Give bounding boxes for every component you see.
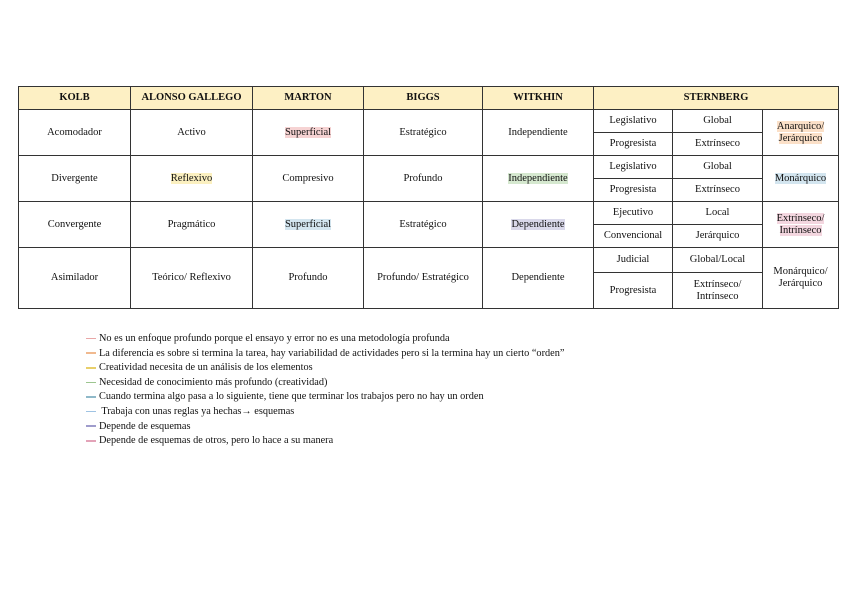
header-sternberg: STERNBERG xyxy=(594,87,839,110)
table-row xyxy=(19,156,839,179)
cell-sternberg-scope: Global/Local xyxy=(673,248,763,273)
color-dash-icon xyxy=(86,352,96,354)
cell-sternberg-form: Anarquico/ Jerárquico xyxy=(763,110,839,156)
table-row xyxy=(19,110,839,133)
header-witkhin: WITKHIN xyxy=(483,87,594,110)
cell-kolb: Convergente xyxy=(19,202,131,248)
cell-witkhin: Independiente xyxy=(483,110,594,156)
cell-sternberg-form: Monárquico/ Jerárquico xyxy=(763,248,839,309)
cell-witkhin: Dependiente xyxy=(483,248,594,309)
cell-sternberg-leaning: Progresista xyxy=(594,273,673,309)
color-dash-icon xyxy=(86,338,96,340)
header-marton: MARTON xyxy=(253,87,364,110)
cell-marton: Profundo xyxy=(253,248,364,309)
cell-sternberg-function: Judicial xyxy=(594,248,673,273)
cell-alonso: Teórico/ Reflexivo xyxy=(131,248,253,309)
note-item: Cuando termina algo pasa a lo siguiente, tiene que terminar los trabajos pero no hay un orden xyxy=(86,390,564,405)
cell-sternberg-form: Monárquico xyxy=(763,156,839,202)
cell-biggs: Estratégico xyxy=(364,110,483,156)
cell-sternberg-level: Extrínseco xyxy=(673,133,763,156)
cell-sternberg-function: Legislativo xyxy=(594,156,673,179)
legend-notes xyxy=(86,332,564,449)
cell-sternberg-function: Legislativo xyxy=(594,110,673,133)
cell-biggs: Estratégico xyxy=(364,202,483,248)
color-dash-icon xyxy=(86,367,96,369)
cell-sternberg-leaning: Convencional xyxy=(594,225,673,248)
cell-sternberg-leaning: Progresista xyxy=(594,179,673,202)
cell-sternberg-level: Extrínseco xyxy=(673,179,763,202)
cell-marton: Superficial xyxy=(253,202,364,248)
cell-sternberg-scope: Global xyxy=(673,110,763,133)
cell-alonso: Reflexivo xyxy=(131,156,253,202)
cell-witkhin: Independiente xyxy=(483,156,594,202)
note-item: Creatividad necesita de un análisis de los elementos xyxy=(86,361,564,376)
cell-sternberg-scope: Local xyxy=(673,202,763,225)
cell-sternberg-function: Ejecutivo xyxy=(594,202,673,225)
cell-kolb: Asimilador xyxy=(19,248,131,309)
cell-alonso: Pragmático xyxy=(131,202,253,248)
note-item: Trabaja con unas reglas ya hechas→ esquemas xyxy=(86,405,564,420)
cell-sternberg-form: Extrínseco/ Intrínseco xyxy=(763,202,839,248)
table-row xyxy=(19,248,839,273)
cell-sternberg-scope: Global xyxy=(673,156,763,179)
color-dash-icon xyxy=(86,411,96,413)
learning-styles-table xyxy=(18,86,839,309)
cell-sternberg-level: Jerárquico xyxy=(673,225,763,248)
color-dash-icon xyxy=(86,396,96,398)
note-item: Necesidad de conocimiento más profundo (creatividad) xyxy=(86,376,564,391)
cell-alonso: Activo xyxy=(131,110,253,156)
cell-biggs: Profundo/ Estratégico xyxy=(364,248,483,309)
cell-sternberg-level: Extrínseco/ Intrínseco xyxy=(673,273,763,309)
header-biggs: BIGGS xyxy=(364,87,483,110)
header-alonso-gallego: ALONSO GALLEGO xyxy=(131,87,253,110)
note-item: No es un enfoque profundo porque el ensayo y error no es una metodología profunda xyxy=(86,332,564,347)
table-row xyxy=(19,202,839,225)
cell-kolb: Acomodador xyxy=(19,110,131,156)
note-item: Depende de esquemas xyxy=(86,420,564,435)
color-dash-icon xyxy=(86,425,96,427)
cell-marton: Compresivo xyxy=(253,156,364,202)
cell-kolb: Divergente xyxy=(19,156,131,202)
note-item: La diferencia es sobre si termina la tarea, hay variabilidad de actividades pero si la termina hay un cierto “orden” xyxy=(86,347,564,362)
color-dash-icon xyxy=(86,440,96,442)
header-row xyxy=(19,87,839,110)
cell-biggs: Profundo xyxy=(364,156,483,202)
header-kolb: KOLB xyxy=(19,87,131,110)
cell-marton: Superficial xyxy=(253,110,364,156)
cell-sternberg-leaning: Progresista xyxy=(594,133,673,156)
note-item: Depende de esquemas de otros, pero lo hace a su manera xyxy=(86,434,564,449)
color-dash-icon xyxy=(86,382,96,384)
cell-witkhin: Dependiente xyxy=(483,202,594,248)
